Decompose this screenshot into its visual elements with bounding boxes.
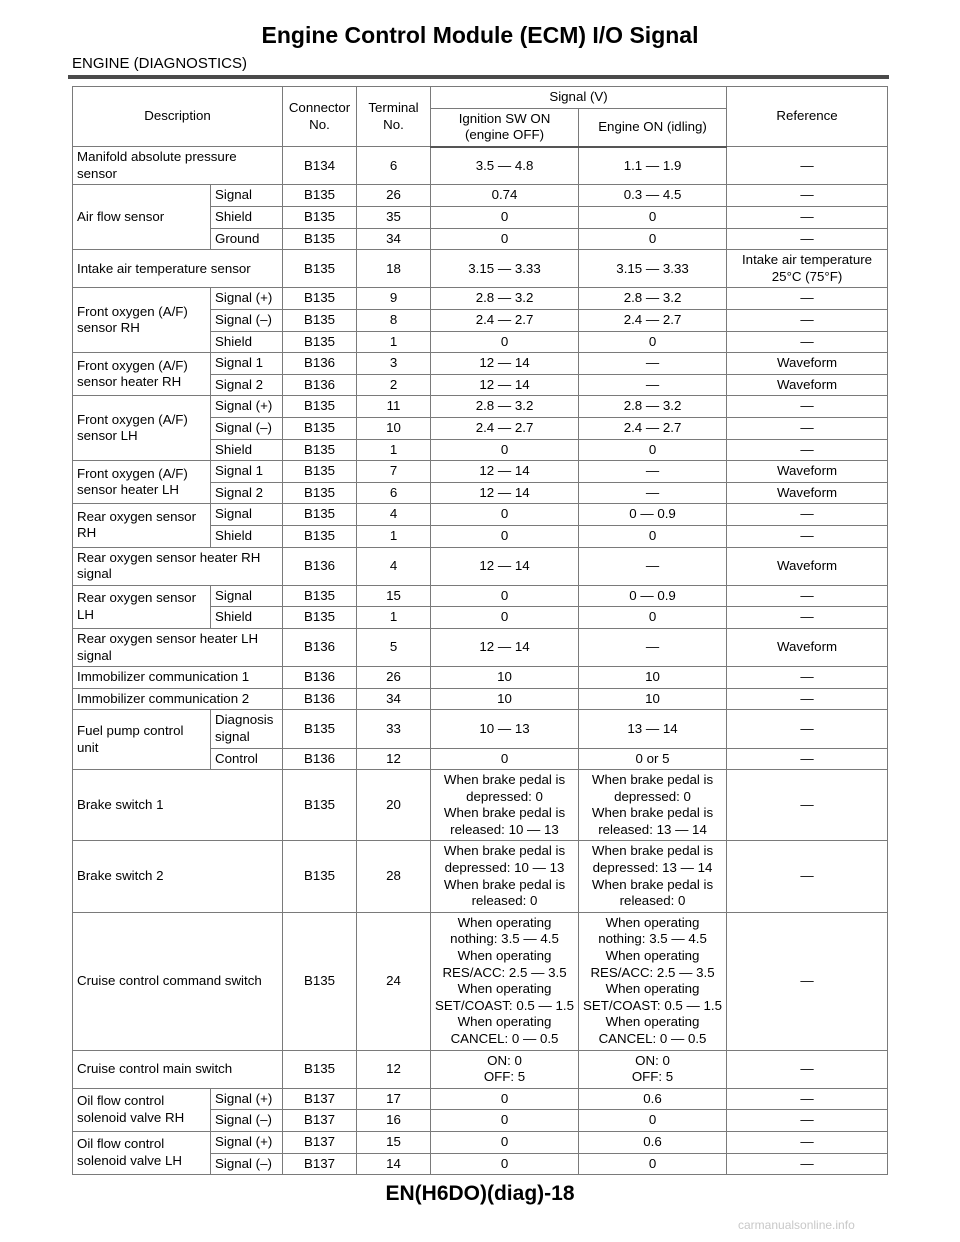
row-signal-ignition-on: When brake pedal is depressed: 0 When brake pedal is released: 10 — 13	[431, 770, 579, 841]
row-terminal: 10	[357, 418, 431, 440]
row-signal-engine-on: —	[579, 482, 727, 504]
row-terminal: 6	[357, 482, 431, 504]
row-description: Cruise control command switch	[73, 912, 283, 1050]
row-connector: B137	[283, 1153, 357, 1175]
header-ignition-on: Ignition SW ON (engine OFF)	[431, 108, 579, 147]
row-description: Rear oxygen sensor RH	[73, 504, 211, 547]
table-row	[73, 585, 888, 607]
row-description: Rear oxygen sensor heater RH signal	[73, 547, 283, 585]
row-signal-engine-on: 2.8 — 3.2	[579, 288, 727, 310]
row-reference: —	[727, 912, 888, 1050]
row-terminal: 15	[357, 585, 431, 607]
row-signal-ignition-on: 12 — 14	[431, 374, 579, 396]
table-row	[73, 250, 888, 288]
row-signal-ignition-on: 0	[431, 585, 579, 607]
row-terminal: 1	[357, 525, 431, 547]
table-row	[73, 461, 888, 483]
row-signal-engine-on: 13 — 14	[579, 710, 727, 748]
row-connector: B135	[283, 310, 357, 332]
row-signal-engine-on: 10	[579, 667, 727, 689]
row-reference: —	[727, 841, 888, 912]
table-row	[73, 1050, 888, 1088]
row-connector: B135	[283, 482, 357, 504]
row-sub-item: Signal (+)	[211, 1131, 283, 1153]
row-terminal: 4	[357, 504, 431, 526]
row-signal-ignition-on: 0	[431, 1153, 579, 1175]
row-sub-item: Signal	[211, 585, 283, 607]
row-signal-ignition-on: 10	[431, 667, 579, 689]
table-row	[73, 288, 888, 310]
row-reference: Waveform	[727, 374, 888, 396]
row-connector: B135	[283, 439, 357, 461]
row-terminal: 6	[357, 147, 431, 185]
row-signal-engine-on: —	[579, 353, 727, 375]
row-signal-ignition-on: 3.15 — 3.33	[431, 250, 579, 288]
row-terminal: 34	[357, 228, 431, 250]
header-terminal: Terminal No.	[357, 87, 431, 147]
table-row	[73, 504, 888, 526]
row-sub-item: Shield	[211, 331, 283, 353]
row-signal-ignition-on: 2.4 — 2.7	[431, 418, 579, 440]
row-terminal: 35	[357, 207, 431, 229]
row-reference: —	[727, 147, 888, 185]
header-rule	[68, 75, 889, 79]
row-description: Brake switch 1	[73, 770, 283, 841]
row-description: Front oxygen (A/F) sensor heater RH	[73, 353, 211, 396]
header-reference: Reference	[727, 87, 888, 147]
row-reference: —	[727, 607, 888, 629]
row-signal-engine-on: 0	[579, 1153, 727, 1175]
row-terminal: 14	[357, 1153, 431, 1175]
row-connector: B135	[283, 912, 357, 1050]
row-signal-engine-on: 0	[579, 1110, 727, 1132]
row-reference: —	[727, 288, 888, 310]
row-connector: B136	[283, 547, 357, 585]
row-signal-engine-on: When brake pedal is depressed: 0 When brake pedal is released: 13 — 14	[579, 770, 727, 841]
row-terminal: 8	[357, 310, 431, 332]
row-signal-engine-on: 0	[579, 607, 727, 629]
row-description: Manifold absolute pressure sensor	[73, 147, 283, 185]
row-reference: —	[727, 1050, 888, 1088]
row-reference: —	[727, 525, 888, 547]
row-signal-ignition-on: 10	[431, 688, 579, 710]
table-row	[73, 353, 888, 375]
row-signal-engine-on: 0 — 0.9	[579, 504, 727, 526]
table-body	[73, 147, 888, 1175]
table-row	[73, 912, 888, 1050]
table-row	[73, 770, 888, 841]
row-terminal: 34	[357, 688, 431, 710]
row-sub-item: Signal (+)	[211, 1088, 283, 1110]
row-terminal: 26	[357, 185, 431, 207]
header-engine-on: Engine ON (idling)	[579, 108, 727, 147]
row-connector: B135	[283, 418, 357, 440]
row-sub-item: Ground	[211, 228, 283, 250]
row-signal-engine-on: 0	[579, 331, 727, 353]
row-reference: Waveform	[727, 547, 888, 585]
table-row	[73, 547, 888, 585]
row-connector: B135	[283, 228, 357, 250]
row-signal-engine-on: When operating nothing: 3.5 — 4.5 When operating RES/ACC: 2.5 — 3.5 When operating SET/COAST: 0.5 — 1.5 When operating CANCEL: 0 — 0.5	[579, 912, 727, 1050]
row-reference: —	[727, 207, 888, 229]
row-connector: B135	[283, 1050, 357, 1088]
section-heading: ENGINE (DIAGNOSTICS)	[72, 55, 248, 72]
row-terminal: 5	[357, 628, 431, 666]
row-terminal: 7	[357, 461, 431, 483]
row-reference: —	[727, 1131, 888, 1153]
row-terminal: 12	[357, 748, 431, 770]
row-signal-engine-on: 0.3 — 4.5	[579, 185, 727, 207]
row-signal-engine-on: 1.1 — 1.9	[579, 147, 727, 185]
row-terminal: 9	[357, 288, 431, 310]
row-connector: B135	[283, 461, 357, 483]
row-terminal: 1	[357, 439, 431, 461]
row-signal-engine-on: 2.8 — 3.2	[579, 396, 727, 418]
table-row	[73, 1131, 888, 1153]
row-reference: —	[727, 1110, 888, 1132]
row-sub-item: Control	[211, 748, 283, 770]
table-row	[73, 841, 888, 912]
row-connector: B136	[283, 748, 357, 770]
row-sub-item: Signal 1	[211, 353, 283, 375]
row-signal-ignition-on: 2.8 — 3.2	[431, 288, 579, 310]
row-description: Rear oxygen sensor heater LH signal	[73, 628, 283, 666]
row-signal-ignition-on: 3.5 — 4.8	[431, 147, 579, 185]
row-signal-ignition-on: 0	[431, 607, 579, 629]
row-signal-ignition-on: 0	[431, 748, 579, 770]
row-reference: —	[727, 185, 888, 207]
ecm-io-signal-table	[72, 86, 888, 1175]
row-signal-engine-on: 0	[579, 207, 727, 229]
row-reference: —	[727, 770, 888, 841]
row-signal-ignition-on: 0	[431, 504, 579, 526]
row-signal-ignition-on: When brake pedal is depressed: 10 — 13 When brake pedal is released: 0	[431, 841, 579, 912]
row-reference: —	[727, 310, 888, 332]
row-signal-ignition-on: When operating nothing: 3.5 — 4.5 When operating RES/ACC: 2.5 — 3.5 When operating SET/COAST: 0.5 — 1.5 When operating CANCEL: 0 — 0.5	[431, 912, 579, 1050]
row-connector: B135	[283, 185, 357, 207]
row-sub-item: Shield	[211, 439, 283, 461]
row-reference: Waveform	[727, 353, 888, 375]
row-signal-engine-on: 2.4 — 2.7	[579, 418, 727, 440]
row-reference: Waveform	[727, 482, 888, 504]
row-reference: Waveform	[727, 461, 888, 483]
table-row	[73, 185, 888, 207]
row-sub-item: Signal 1	[211, 461, 283, 483]
row-signal-ignition-on: 10 — 13	[431, 710, 579, 748]
row-terminal: 4	[357, 547, 431, 585]
row-terminal: 1	[357, 331, 431, 353]
row-terminal: 12	[357, 1050, 431, 1088]
row-sub-item: Signal (+)	[211, 288, 283, 310]
row-connector: B136	[283, 667, 357, 689]
row-terminal: 2	[357, 374, 431, 396]
row-reference: —	[727, 688, 888, 710]
row-signal-ignition-on: 0	[431, 1110, 579, 1132]
row-signal-engine-on: 0	[579, 228, 727, 250]
row-reference: —	[727, 228, 888, 250]
row-signal-ignition-on: 12 — 14	[431, 353, 579, 375]
row-reference: —	[727, 331, 888, 353]
row-description: Fuel pump control unit	[73, 710, 211, 770]
row-signal-ignition-on: 0	[431, 331, 579, 353]
row-connector: B137	[283, 1088, 357, 1110]
row-signal-engine-on: —	[579, 547, 727, 585]
row-signal-ignition-on: 0	[431, 439, 579, 461]
row-terminal: 28	[357, 841, 431, 912]
watermark: carmanualsonline.info	[738, 1218, 855, 1232]
row-signal-ignition-on: 0	[431, 207, 579, 229]
row-connector: B137	[283, 1110, 357, 1132]
row-reference: Waveform	[727, 628, 888, 666]
table-row	[73, 628, 888, 666]
row-signal-ignition-on: 2.8 — 3.2	[431, 396, 579, 418]
row-signal-engine-on: 0	[579, 439, 727, 461]
table-row	[73, 147, 888, 185]
row-terminal: 33	[357, 710, 431, 748]
row-connector: B135	[283, 525, 357, 547]
row-connector: B135	[283, 250, 357, 288]
row-reference: —	[727, 396, 888, 418]
row-signal-engine-on: When brake pedal is depressed: 13 — 14 When brake pedal is released: 0	[579, 841, 727, 912]
row-signal-ignition-on: 0	[431, 525, 579, 547]
row-sub-item: Signal (–)	[211, 1153, 283, 1175]
row-reference: —	[727, 1088, 888, 1110]
row-sub-item: Shield	[211, 207, 283, 229]
row-signal-engine-on: 2.4 — 2.7	[579, 310, 727, 332]
row-signal-ignition-on: 0.74	[431, 185, 579, 207]
row-signal-engine-on: —	[579, 374, 727, 396]
row-reference: —	[727, 667, 888, 689]
page-number: EN(H6DO)(diag)-18	[385, 1182, 575, 1205]
row-signal-engine-on: 0 — 0.9	[579, 585, 727, 607]
row-signal-engine-on: ON: 0 OFF: 5	[579, 1050, 727, 1088]
row-sub-item: Signal 2	[211, 374, 283, 396]
row-description: Cruise control main switch	[73, 1050, 283, 1088]
row-signal-ignition-on: 0	[431, 1088, 579, 1110]
row-terminal: 17	[357, 1088, 431, 1110]
row-terminal: 11	[357, 396, 431, 418]
row-connector: B134	[283, 147, 357, 185]
row-terminal: 3	[357, 353, 431, 375]
table-row	[73, 688, 888, 710]
row-description: Immobilizer communication 1	[73, 667, 283, 689]
row-sub-item: Signal (–)	[211, 1110, 283, 1132]
row-terminal: 24	[357, 912, 431, 1050]
row-reference: —	[727, 710, 888, 748]
row-connector: B135	[283, 396, 357, 418]
row-signal-ignition-on: 12 — 14	[431, 628, 579, 666]
row-sub-item: Signal 2	[211, 482, 283, 504]
row-signal-engine-on: 0	[579, 525, 727, 547]
row-terminal: 18	[357, 250, 431, 288]
row-connector: B135	[283, 841, 357, 912]
row-connector: B137	[283, 1131, 357, 1153]
row-signal-engine-on: 3.15 — 3.33	[579, 250, 727, 288]
row-connector: B135	[283, 607, 357, 629]
row-terminal: 20	[357, 770, 431, 841]
row-signal-engine-on: —	[579, 628, 727, 666]
row-sub-item: Diagnosis signal	[211, 710, 283, 748]
row-description: Air flow sensor	[73, 185, 211, 250]
row-signal-ignition-on: ON: 0 OFF: 5	[431, 1050, 579, 1088]
row-description: Oil flow control solenoid valve LH	[73, 1131, 211, 1174]
row-description: Brake switch 2	[73, 841, 283, 912]
row-sub-item: Signal (–)	[211, 310, 283, 332]
row-signal-engine-on: 0.6	[579, 1088, 727, 1110]
row-connector: B135	[283, 585, 357, 607]
header-connector: Connector No.	[283, 87, 357, 147]
row-connector: B135	[283, 288, 357, 310]
row-terminal: 1	[357, 607, 431, 629]
row-sub-item: Shield	[211, 525, 283, 547]
row-connector: B135	[283, 331, 357, 353]
table-row	[73, 1088, 888, 1110]
row-reference: —	[727, 1153, 888, 1175]
row-signal-engine-on: 10	[579, 688, 727, 710]
row-signal-ignition-on: 12 — 14	[431, 547, 579, 585]
header-signal: Signal (V)	[431, 87, 727, 109]
row-sub-item: Signal (+)	[211, 396, 283, 418]
row-sub-item: Signal	[211, 185, 283, 207]
table-row	[73, 710, 888, 748]
row-reference: —	[727, 504, 888, 526]
row-connector: B136	[283, 374, 357, 396]
row-signal-ignition-on: 0	[431, 1131, 579, 1153]
row-signal-ignition-on: 12 — 14	[431, 482, 579, 504]
row-connector: B135	[283, 504, 357, 526]
row-reference: —	[727, 439, 888, 461]
row-description: Intake air temperature sensor	[73, 250, 283, 288]
row-description: Front oxygen (A/F) sensor RH	[73, 288, 211, 353]
row-signal-ignition-on: 12 — 14	[431, 461, 579, 483]
page-title: Engine Control Module (ECM) I/O Signal	[261, 22, 699, 48]
row-signal-engine-on: 0.6	[579, 1131, 727, 1153]
row-terminal: 26	[357, 667, 431, 689]
row-connector: B136	[283, 628, 357, 666]
table-row	[73, 396, 888, 418]
row-signal-ignition-on: 2.4 — 2.7	[431, 310, 579, 332]
row-sub-item: Shield	[211, 607, 283, 629]
row-reference: —	[727, 418, 888, 440]
row-signal-engine-on: —	[579, 461, 727, 483]
row-reference: —	[727, 748, 888, 770]
row-terminal: 16	[357, 1110, 431, 1132]
row-sub-item: Signal	[211, 504, 283, 526]
row-connector: B135	[283, 710, 357, 748]
row-connector: B136	[283, 688, 357, 710]
row-reference: Intake air temperature 25°C (75°F)	[727, 250, 888, 288]
row-description: Front oxygen (A/F) sensor LH	[73, 396, 211, 461]
row-description: Rear oxygen sensor LH	[73, 585, 211, 628]
row-signal-ignition-on: 0	[431, 228, 579, 250]
row-connector: B135	[283, 770, 357, 841]
row-connector: B136	[283, 353, 357, 375]
row-description: Immobilizer communication 2	[73, 688, 283, 710]
row-reference: —	[727, 585, 888, 607]
row-signal-engine-on: 0 or 5	[579, 748, 727, 770]
header-description: Description	[73, 87, 283, 147]
row-terminal: 15	[357, 1131, 431, 1153]
row-description: Oil flow control solenoid valve RH	[73, 1088, 211, 1131]
table-row	[73, 667, 888, 689]
row-sub-item: Signal (–)	[211, 418, 283, 440]
row-connector: B135	[283, 207, 357, 229]
table-header	[73, 87, 888, 147]
row-description: Front oxygen (A/F) sensor heater LH	[73, 461, 211, 504]
